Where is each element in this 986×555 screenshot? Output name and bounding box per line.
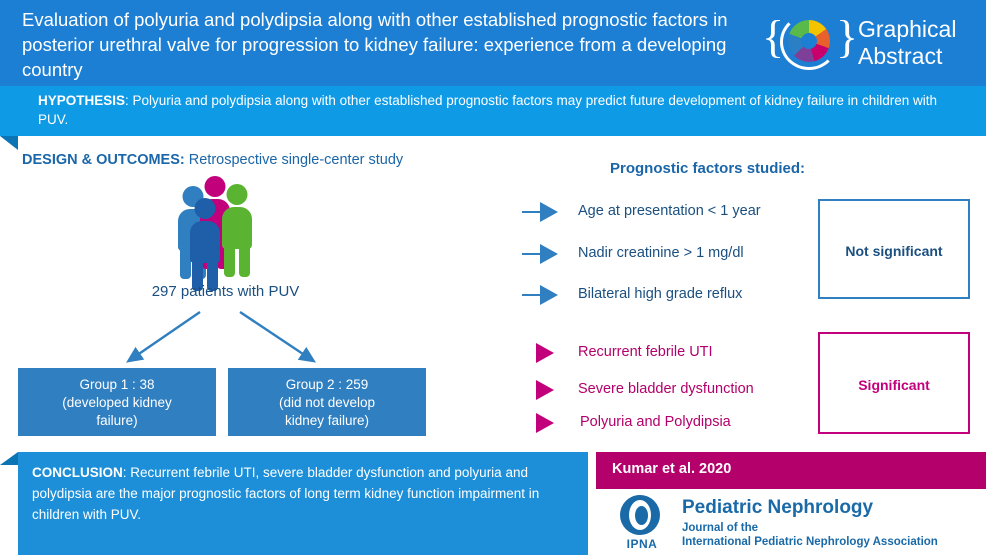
design-label-value: Retrospective single-center study <box>188 152 404 168</box>
group-1-detail-1: (developed kidney <box>62 395 172 410</box>
journal-name: Pediatric Nephrology <box>682 497 874 518</box>
hypothesis-band <box>18 86 986 136</box>
group-1-box <box>18 368 216 436</box>
triangle-bullet-5-icon <box>536 380 554 400</box>
graphical-abstract-text <box>858 16 956 70</box>
nonsignificant-factor-2: Nadir creatinine > 1 mg/dl <box>578 245 744 261</box>
significant-box: Significant <box>818 332 970 434</box>
kidney-icon <box>620 495 660 535</box>
logo-line-1: Graphical <box>858 16 957 42</box>
significant-factor-3: Polyuria and Polydipsia <box>580 414 731 430</box>
triangle-bullet-3-icon <box>540 285 558 305</box>
triangle-bullet-1-icon <box>540 202 558 222</box>
group-2-detail-2: kidney failure) <box>284 413 370 428</box>
group-2-detail-1: (did not develop <box>278 395 376 410</box>
color-wheel-icon <box>788 20 830 62</box>
design-label-bold: DESIGN & OUTCOMES: <box>22 152 185 168</box>
citation-band <box>596 452 986 489</box>
ipna-wordmark: IPNA <box>626 537 658 551</box>
group-2-box <box>228 368 426 436</box>
brace-right-icon: } <box>836 11 859 62</box>
conclusion-label: CONCLUSION <box>32 465 123 480</box>
significant-factor-1: Recurrent febrile UTI <box>578 344 713 360</box>
conclusion-band <box>18 452 588 555</box>
brace-left-icon: { <box>762 11 785 62</box>
hypothesis-label: HYPOTHESIS <box>38 93 126 108</box>
significant-factor-2: Severe bladder dysfunction <box>578 381 754 397</box>
nonsignificant-factor-3: Bilateral high grade reflux <box>578 286 743 302</box>
logo-line-2: Abstract <box>858 43 943 69</box>
page-title: Evaluation of polyuria and polydipsia along with other established prognostic factors in posterior urethral valve for progression to kidney failure: experience from a developing country <box>22 9 728 80</box>
group-1-name: Group 1 : 38 <box>79 377 155 392</box>
journal-subtitle-line-2: International Pediatric Nephrology Association <box>682 536 938 548</box>
triangle-bullet-6-icon <box>536 413 554 433</box>
group-1-detail-2: failure) <box>96 413 138 428</box>
journal-subtitle <box>682 521 938 549</box>
citation-text: Kumar et al. 2020 <box>612 461 732 477</box>
hypothesis-text <box>38 91 968 129</box>
group-2-name: Group 2 : 259 <box>285 377 369 392</box>
hypothesis-band-notch <box>0 136 18 150</box>
triangle-bullet-2-icon <box>540 244 558 264</box>
journal-subtitle-line-1: Journal of the <box>682 522 759 534</box>
conclusion-body: : Recurrent febrile UTI, severe bladder dysfunction and polyuria and polydipsia are the major prognostic factors of long term kidney function impairment in children with PUV. <box>32 465 540 522</box>
not-significant-box: Not significant <box>818 199 970 299</box>
patients-count-caption: 297 patients with PUV <box>151 283 300 300</box>
person-icon-green <box>222 184 252 279</box>
ipna-logo <box>608 495 674 551</box>
person-icon-blue-front <box>190 198 220 293</box>
prognostic-factors-title: Prognostic factors studied: <box>610 160 806 177</box>
nonsignificant-factor-1: Age at presentation < 1 year <box>578 203 761 219</box>
design-outcomes-label <box>22 152 403 168</box>
triangle-bullet-4-icon <box>536 343 554 363</box>
journal-band <box>596 489 986 555</box>
patient-group-icon <box>160 176 290 281</box>
hypothesis-band-tab <box>0 86 18 136</box>
conclusion-text <box>32 462 577 525</box>
header-banner <box>0 0 986 86</box>
hypothesis-body: : Polyuria and polydipsia along with other established prognostic factors may predict future development of kidney failure in children with PUV. <box>38 93 937 127</box>
conclusion-band-notch <box>0 452 18 465</box>
graphical-abstract-logo <box>762 12 972 74</box>
